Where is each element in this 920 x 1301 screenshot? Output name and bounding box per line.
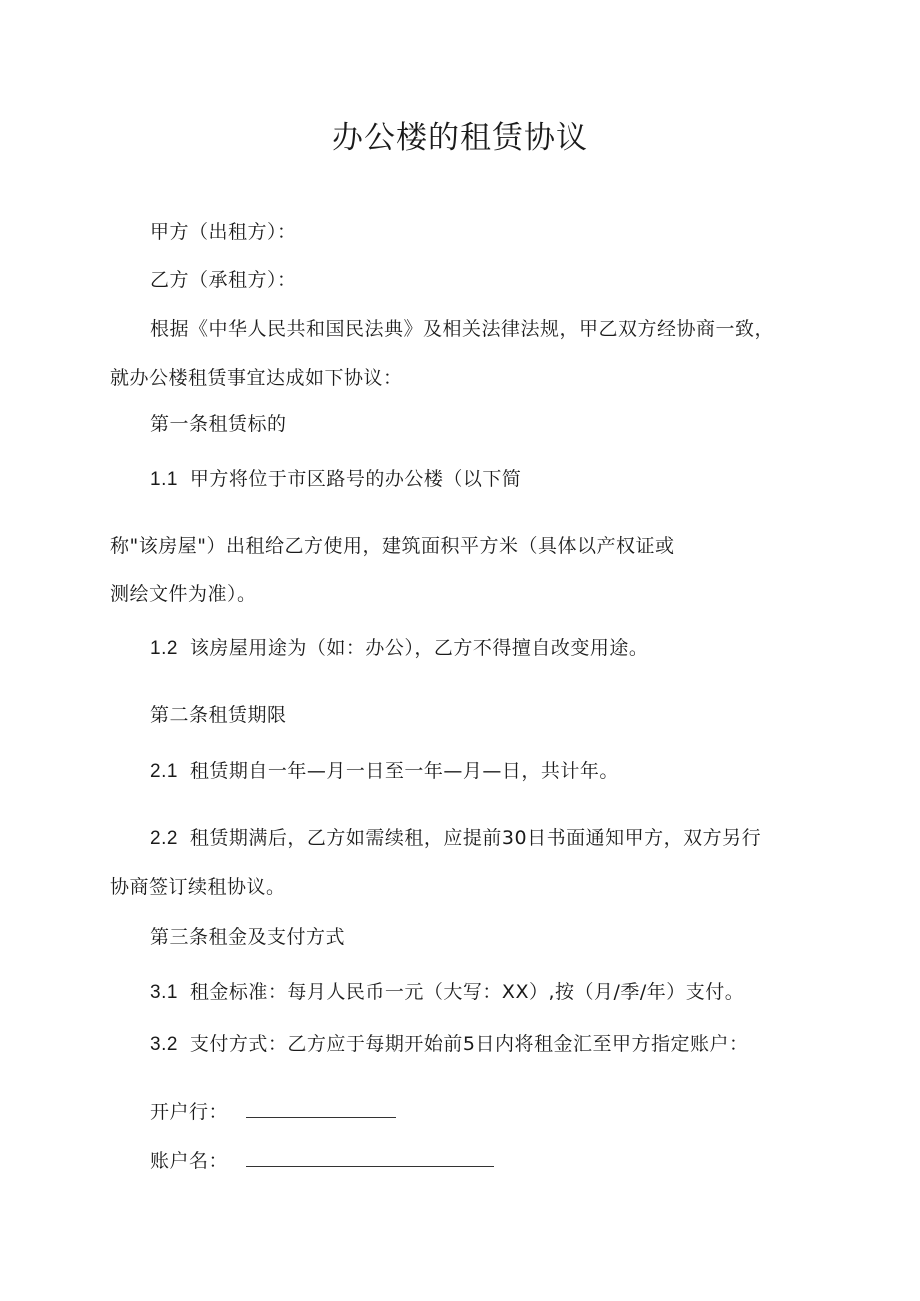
clause-text: 甲方将位于市区路号的办公楼（以下简 [189,468,522,490]
preamble-line-1: 根据《中华人民共和国民法典》及相关法律法规，甲乙双方经协商一致， [150,318,775,340]
clause-number: 1.1 [150,469,178,490]
account-name-label: 账户名： [150,1150,229,1172]
clause-text: 租赁期满后，乙方如需续租，应提前30日书面通知甲方，双方另行 [189,827,762,849]
clause-3-2 [150,1032,749,1057]
article-3-heading: 第三条租金及支付方式 [150,926,346,948]
party-b-line: 乙方（承租方）： [150,269,297,291]
clause-text: 租赁期自一年—月一日至一年—月—日，共计年。 [189,760,619,782]
clause-text: 租金标准：每月人民币一元（大写：XX）,按（月/季/年）支付。 [189,981,745,1003]
clause-number: 3.1 [150,982,178,1003]
clause-2-2-line-2: 协商签订续租协议。 [110,876,286,898]
clause-1-1 [150,467,521,492]
clause-number: 1.2 [150,638,178,659]
clause-number: 2.1 [150,761,178,782]
clause-1-2 [150,636,648,661]
party-a-line: 甲方（出租方）： [150,221,297,243]
clause-2-2 [150,826,761,851]
article-2-heading: 第二条租赁期限 [150,704,287,726]
account-name-row [150,1148,494,1173]
clause-3-1 [150,980,744,1005]
clause-text: 该房屋用途为（如：办公），乙方不得擅自改变用途。 [189,637,649,659]
account-name-blank[interactable] [246,1148,494,1167]
bank-name-blank[interactable] [246,1099,396,1118]
preamble-line-2: 就办公楼租赁事宜达成如下协议： [110,367,403,389]
clause-1-1-line-2: 称"该房屋"）出租给乙方使用，建筑面积平方米（具体以产权证或 [110,535,675,557]
bank-name-label: 开户行： [150,1101,229,1123]
bank-name-row [150,1099,396,1124]
document-title: 办公楼的租赁协议 [332,120,588,156]
clause-1-1-line-3: 测绘文件为准）。 [110,583,257,605]
article-1-heading: 第一条租赁标的 [150,413,287,435]
clause-text: 支付方式：乙方应于每期开始前5日内将租金汇至甲方指定账户： [189,1033,749,1055]
clause-2-1 [150,759,619,784]
clause-number: 3.2 [150,1034,178,1055]
clause-number: 2.2 [150,828,178,849]
